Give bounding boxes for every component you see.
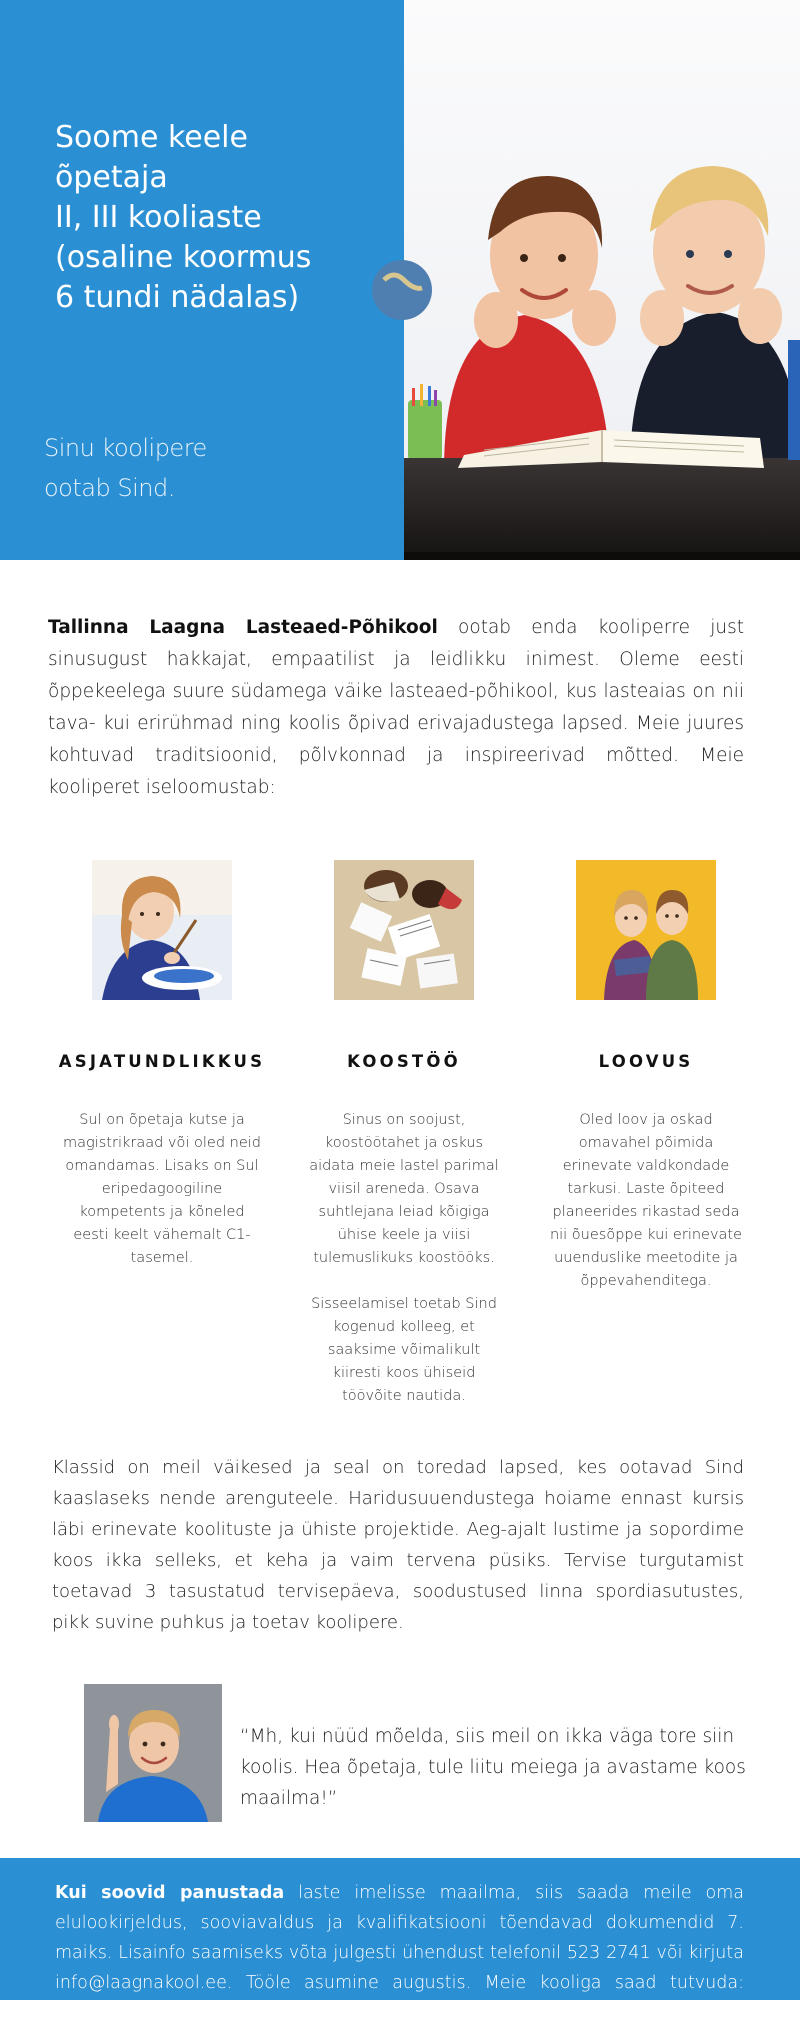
job-title-line: II, III kooliaste (55, 200, 262, 235)
two-kids-yellow-photo (576, 860, 716, 1000)
kids-with-papers-photo (334, 860, 474, 1000)
hero-banner (0, 0, 800, 560)
school-name: Tallinna Laagna Lasteaed-Põhikool (48, 617, 438, 638)
benefits-paragraph: Klassid on meil väikesed ja seal on toredad lapsed, kes ootavad Sind kaaslaseks nende arenguteele. Haridusuuendustega hoiame ennast kursis läbi erinevate koolituste ja ühiste projektide. Aeg-ajalt lustime ja sopordime koos ikka selleks, et keha ja vaim tervena püsiks. Tervise turgutamist toetavad 3 tasustatud tervisepäeva, soodustused linna spordiasutustes, pikk suvine puhkus ja toetav koolipere. (52, 1457, 744, 1633)
column-paragraph: Sisseelamisel toetab Sind kogenud kolleeg, et saaksime võimalikult kiiresti koos ühiseid töövõite nautida. (311, 1296, 497, 1404)
column-paragraph: Oled loov ja oskad omavahel põimida erinevate valdkondade tarkusi. Laste õpiteed planeerides rikastad seda nii õuesõppe kui erinevate uuenduslike meetodite ja õppevahenditega. (549, 1112, 743, 1289)
kids-with-papers-illustration (334, 860, 474, 1000)
job-title (55, 118, 395, 318)
column-heading: KOOSTÖÖ (347, 1052, 461, 1071)
hero-subtitle (44, 428, 374, 508)
two-kids-yellow-illustration (576, 860, 716, 1000)
quality-column-cooperation (294, 860, 514, 1408)
column-text (304, 1109, 504, 1408)
student-quote: “Mh, kui nüüd mõelda, siis meil on ikka väga tore siin koolis. Hea õpetaja, tule liitu meiega ja avastame koos maailma!” (240, 1726, 746, 1809)
column-paragraph: Sinus on soojust, koostöötahet ja oskus aidata meie lastel parimal viisil areneda. Osava suhtlejana leiad kõigiga ühise keele ja viisi tulemuslikuks koostööks. (309, 1112, 499, 1266)
job-title-line: Soome keele (55, 120, 248, 155)
job-title-line: 6 tundi nädalas) (55, 280, 300, 315)
girl-painting-illustration (92, 860, 232, 1000)
column-paragraph: Sul on õpetaja kutse ja magistrikraad või oled neid omandamas. Lisaks on Sul eripedagoogiline kompetents ja kõneled eesti keelt vähemalt C1-tasemel. (63, 1112, 261, 1266)
hero-photo-illustration (404, 0, 800, 560)
column-text (62, 1109, 262, 1270)
quality-column-expertise (52, 860, 272, 1270)
intro-paragraph (48, 612, 744, 804)
footer-body: laste imelisse maailma, siis saada meile oma elulookirjeldus, sooviavaldus ja kvalifikatsiooni tõendavad dokumendid 7. maiks. Lisainfo saamiseks võta julgesti ühendust telefonil 523 2741 või kirjuta info@laagnakool.ee. Tööle asumine augustis. Meie kooliga saad tutvuda: www.laagnakool.ee. (55, 1883, 744, 2023)
hero-photo-two-boys-reading (404, 0, 800, 560)
quality-column-creativity (536, 860, 756, 1293)
column-text (546, 1109, 746, 1293)
hero-subtitle-line: Sinu koolipere (44, 434, 207, 462)
girl-painting-photo (92, 860, 232, 1000)
footer-lead: Kui soovid panustada (55, 1883, 285, 1903)
boy-avatar-illustration (84, 1684, 222, 1822)
intro-text: ootab enda kooliperre just sinusugust hakkajat, empaatilist ja leidlikku inimest. Oleme eesti õppekeelega suure südamega väike lasteaed-põhikool, kus lasteaias on nii tava- kui erirühmad ning koolis õpivad erivajadustega lapsed. Meie juures kohtuvad traditsioonid, põlvkonnad ja inspireerivad mõtted. Meie kooliperet iseloomustab: (48, 617, 744, 798)
contact-footer (0, 1858, 800, 2023)
boy-avatar-photo (84, 1684, 222, 1822)
hero-text-panel (0, 0, 404, 560)
application-info (55, 1878, 744, 2028)
hero-subtitle-line: ootab Sind. (44, 474, 175, 502)
job-title-line: (osaline koormus (55, 240, 312, 275)
job-title-line: õpetaja (55, 160, 168, 195)
column-heading: ASJATUNDLIKKUS (58, 1052, 266, 1071)
column-heading: LOOVUS (598, 1052, 694, 1071)
